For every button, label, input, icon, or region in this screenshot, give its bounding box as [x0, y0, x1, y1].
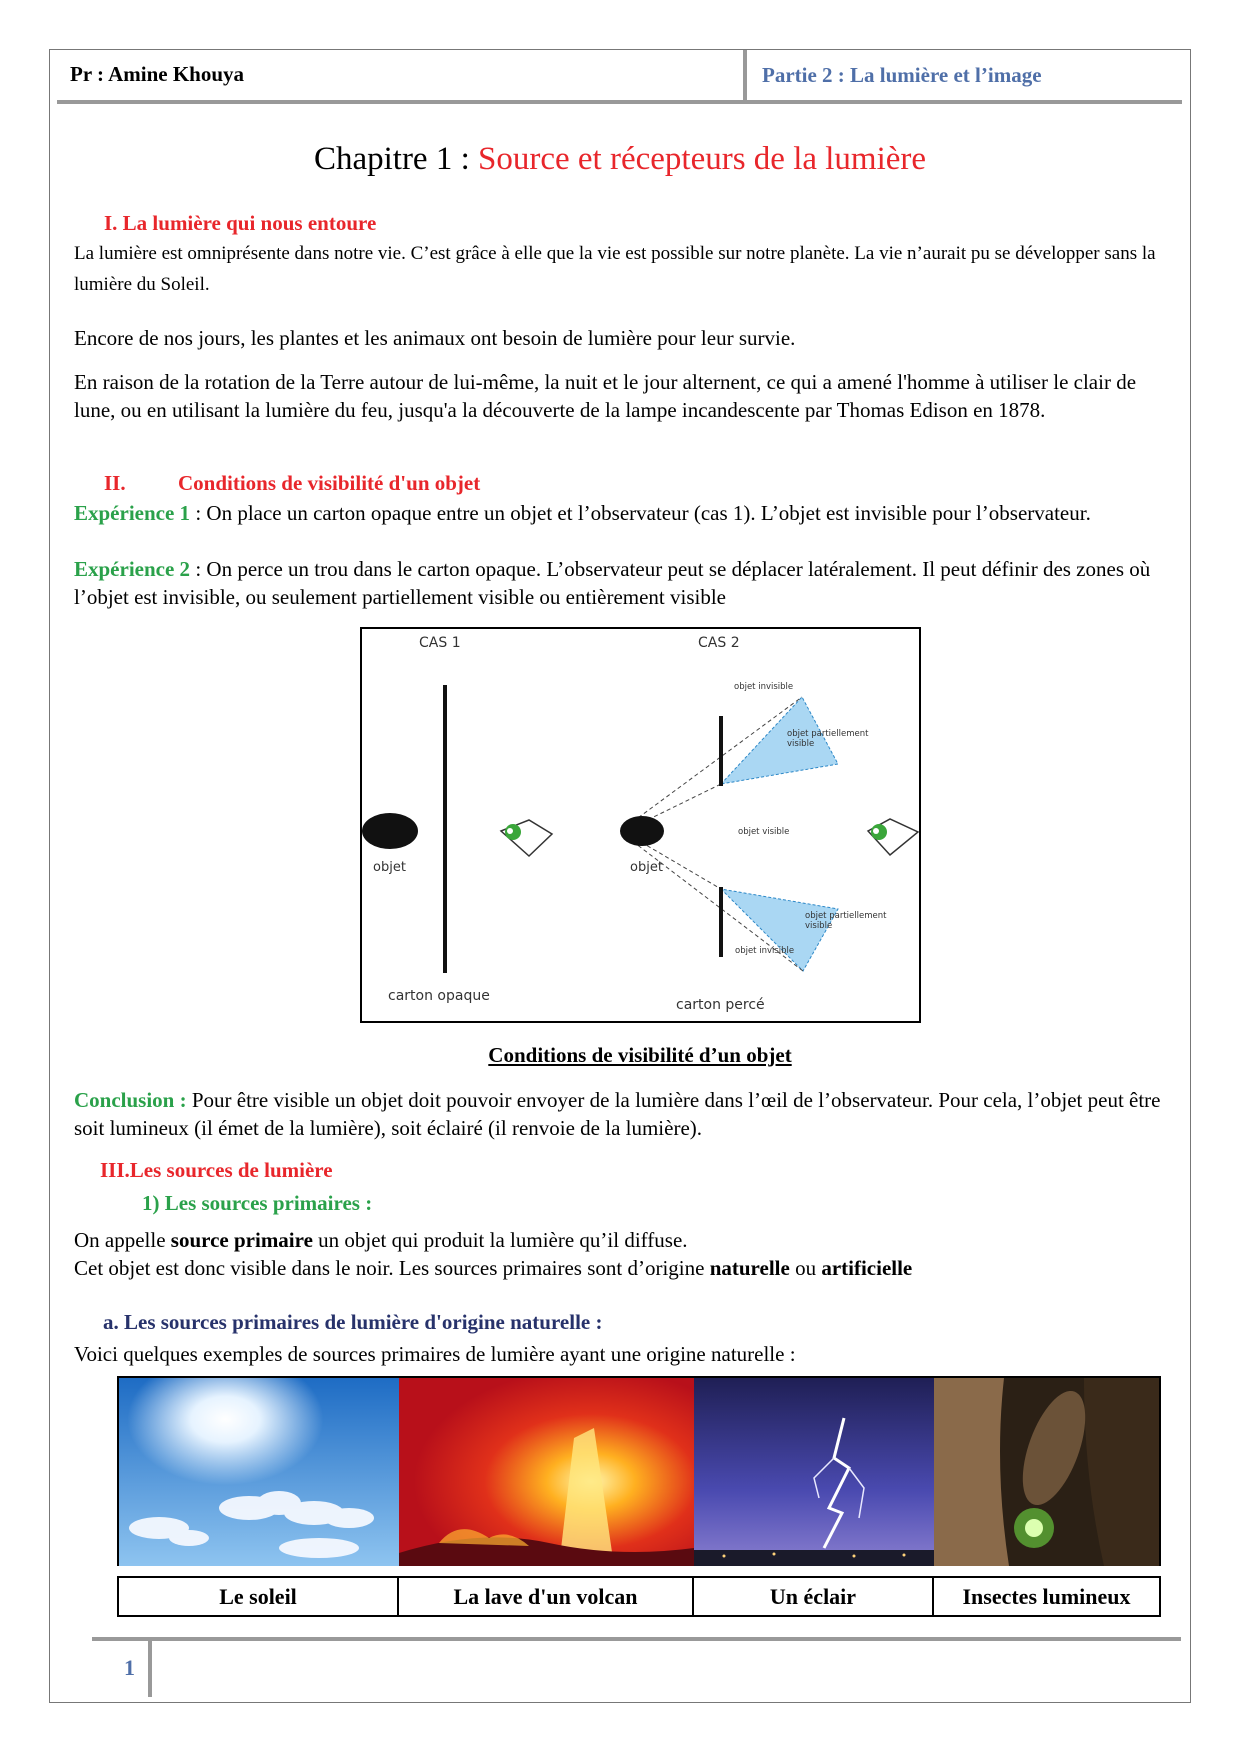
- primary-def-text-c: un objet qui produit la lumière qu’il diffuse.: [312, 1228, 688, 1252]
- partial-top-label-2: visible: [787, 739, 815, 749]
- section1-heading: I. La lumière qui nous entoure: [104, 211, 377, 235]
- primary-def-term: source primaire: [170, 1228, 313, 1252]
- primary-def-text-a: On appelle: [74, 1228, 171, 1252]
- carton-opaque-label: carton opaque: [388, 988, 490, 1004]
- section2-heading: Conditions de visibilité d'un objet: [178, 471, 481, 495]
- page-number: 1: [124, 1655, 135, 1680]
- primary-def2-text-a: Cet objet est donc visible dans le noir. Les sources primaires sont d’origine: [74, 1256, 710, 1280]
- photo-row: [117, 1376, 1161, 1566]
- photo-label-eclair: Un éclair: [694, 1578, 934, 1615]
- partial-bottom-label-2: visible: [805, 921, 833, 931]
- visibility-diagram-svg: [362, 629, 919, 1021]
- experience1-paragraph: [74, 499, 1174, 527]
- primary-def-line2: [74, 1254, 1174, 1282]
- experience1-text: : On place un carton opaque entre un objet et l’observateur (cas 1). L’objet est invisible pour l’observateur.: [190, 501, 1091, 525]
- partie-label: Partie 2 : La lumière et l’image: [762, 63, 1042, 87]
- partial-zone-top: [721, 697, 838, 784]
- chapter-name: Source et récepteurs de la lumière: [478, 141, 927, 177]
- experience2-label: Expérience 2: [74, 557, 191, 581]
- experience1-label: Expérience 1: [74, 501, 191, 525]
- eye-icon: [501, 820, 552, 856]
- author-label: Pr : Amine Khouya: [70, 62, 245, 86]
- conclusion-text: Pour être visible un objet doit pouvoir envoyer de la lumière dans l’œil de l’observateur. Pour cela, l’objet peut être soit lumineux (il émet de la lumière), soit éclairé (il renvoie de la lumière).: [74, 1088, 1161, 1140]
- photo-labels-row: [117, 1576, 1161, 1617]
- footer-rule: [92, 1637, 1181, 1641]
- experience2-text: : On perce un trou dans le carton opaque. L’observateur peut se déplacer latéralement. Il peut définir des zones où l’objet est invisible, ou seulement partiellement visible ou entièrement visible: [74, 557, 1151, 609]
- experience2-paragraph: [74, 555, 1174, 611]
- primary-def2-text-c: ou: [789, 1256, 822, 1280]
- invisible-top-label: objet invisible: [734, 682, 794, 692]
- section1-paragraph2: Encore de nos jours, les plantes et les animaux ont besoin de lumière pour leur survie.: [74, 326, 796, 350]
- eye-icon: [868, 819, 918, 855]
- photo-label-lave: La lave d'un volcan: [399, 1578, 694, 1615]
- lava-photo: [399, 1378, 694, 1566]
- primary-sources-heading: 1) Les sources primaires :: [142, 1191, 373, 1215]
- natural-sources-intro: Voici quelques exemples de sources primaires de lumière ayant une origine naturelle :: [74, 1342, 796, 1366]
- artificielle-term: artificielle: [821, 1256, 913, 1280]
- firefly-photo: [934, 1378, 1159, 1566]
- natural-sources-heading: a. Les sources primaires de lumière d'origine naturelle :: [103, 1310, 603, 1334]
- section3-heading: III.Les sources de lumière: [100, 1158, 333, 1182]
- objet-label-cas1: objet: [373, 860, 406, 875]
- section1-paragraph3: En raison de la rotation de la Terre autour de lui-même, la nuit et le jour alternent, ce qui a amené l'homme à utiliser le clair de lune, ou en utilisant la lumière du feu, jusqu'a la découverte de la lampe incandescente par Thomas Edison en 1878.: [74, 370, 1137, 422]
- chapter-prefix: Chapitre 1 :: [313, 141, 479, 177]
- object-ellipse-cas1: [362, 813, 418, 849]
- conclusion-label: Conclusion :: [74, 1088, 187, 1112]
- pierced-card-bottom: [719, 887, 723, 957]
- primary-def-line1: [74, 1226, 1174, 1254]
- pierced-card-top: [719, 716, 723, 786]
- cas2-label: CAS 2: [698, 635, 740, 651]
- object-ellipse-cas2: [620, 816, 664, 846]
- section2-number: II.: [104, 471, 126, 495]
- visible-label: objet visible: [738, 827, 790, 837]
- lightning-photo: [694, 1378, 934, 1566]
- partial-top-label-1: objet partiellement: [787, 729, 869, 739]
- cas1-label: CAS 1: [419, 635, 461, 651]
- objet-label-cas2: objet: [630, 860, 663, 875]
- naturelle-term: naturelle: [709, 1256, 790, 1280]
- conclusion-paragraph: [74, 1086, 1174, 1142]
- photo-label-insectes: Insectes lumineux: [962, 1584, 1131, 1609]
- footer-divider: [148, 1641, 152, 1697]
- carton-perce-label: carton percé: [676, 997, 765, 1013]
- chapter-title: [0, 141, 1240, 178]
- sun-photo: [119, 1378, 399, 1566]
- invisible-bottom-label: objet invisible: [735, 946, 795, 956]
- opaque-card: [443, 685, 447, 973]
- partial-bottom-label-1: objet partiellement: [805, 911, 887, 921]
- figure-caption: Conditions de visibilité d’un objet: [488, 1043, 792, 1067]
- visibility-diagram: [360, 627, 921, 1023]
- section1-paragraph1: La lumière est omniprésente dans notre vie. C’est grâce à elle que la vie est possible sur notre planète. La vie n’aurait pu se développer sans la lumière du Soleil.: [74, 243, 1156, 295]
- photo-label-soleil: Le soleil: [119, 1578, 399, 1615]
